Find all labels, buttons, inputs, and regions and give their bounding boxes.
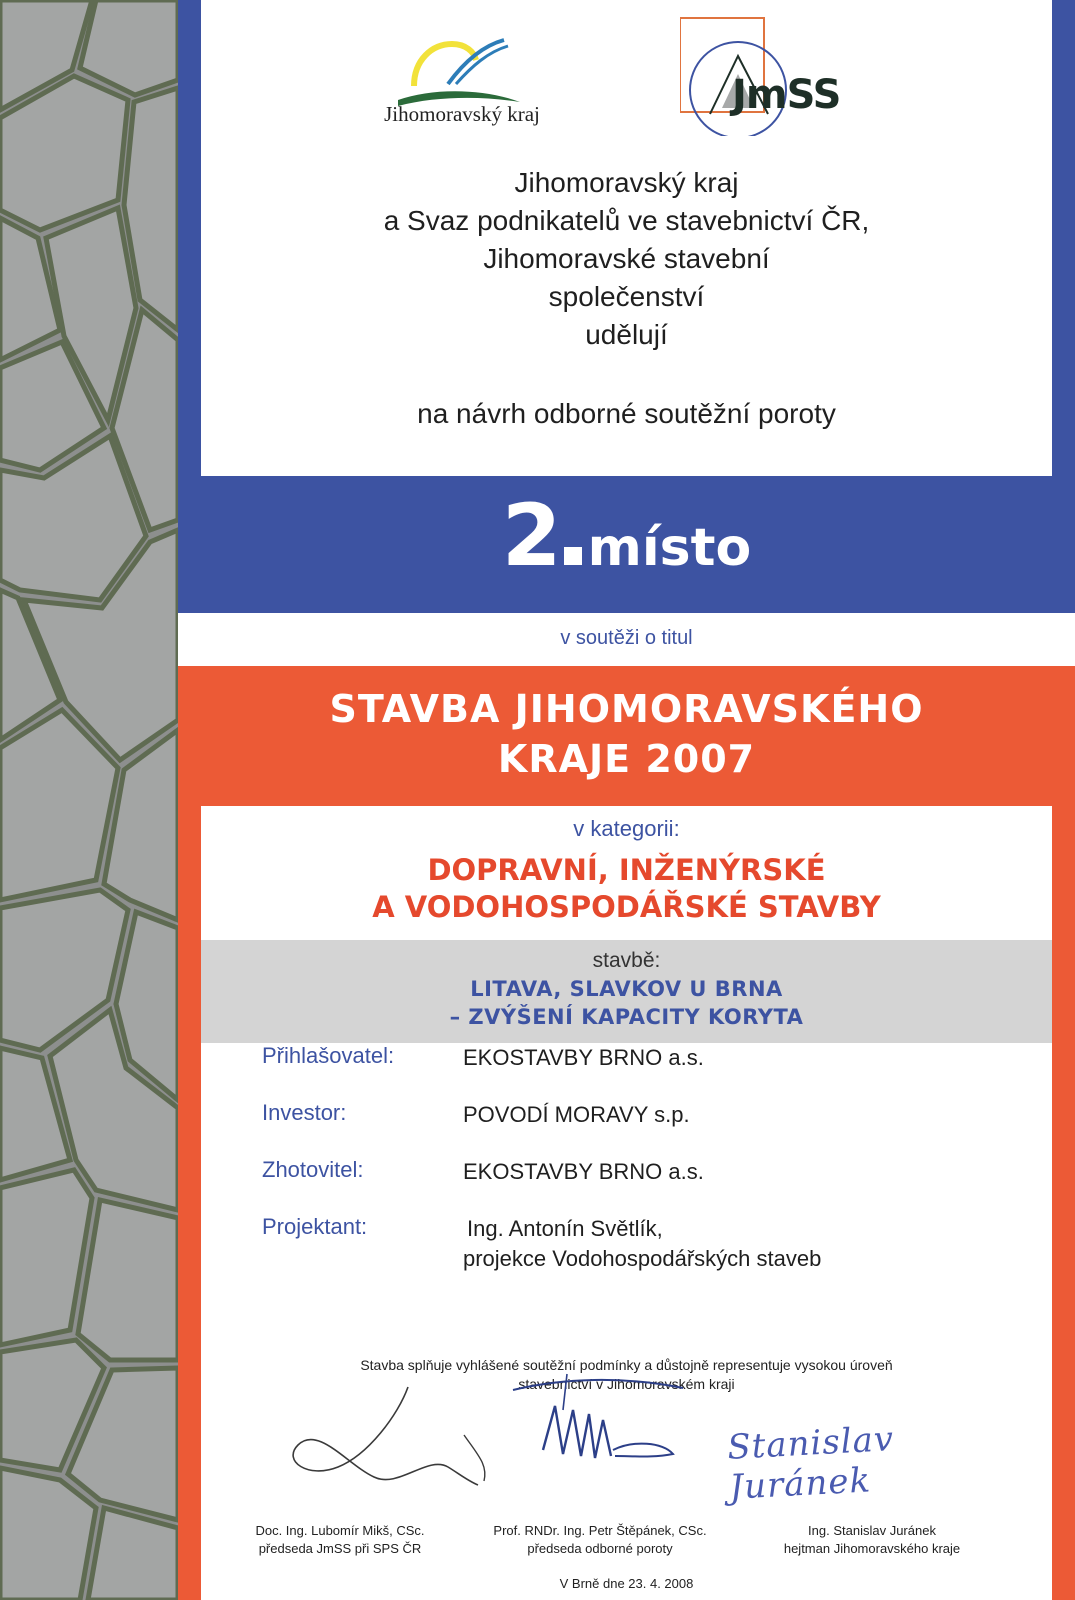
signer-name: Ing. Stanislav Juránek (808, 1523, 936, 1538)
detail-value (463, 1043, 704, 1073)
category-name (201, 852, 1052, 926)
building-label: stavbě: (592, 949, 661, 972)
issuers-statement (201, 164, 1052, 354)
signer-1 (210, 1522, 470, 1558)
title-line: STAVBA JIHOMORAVSKÉHO (329, 687, 924, 731)
detail-value-line: EKOSTAVBY BRNO a.s. (463, 1159, 704, 1184)
issue-date: V Brně dne 23. 4. 2008 (559, 1576, 694, 1591)
detail-label: Zhotovitel: (262, 1157, 364, 1182)
jury-proposal: na návrh odborné soutěžní poroty (417, 398, 836, 429)
award-place (201, 486, 1052, 596)
stone-pattern-graphic (0, 0, 178, 1600)
intro-line: Jihomoravský kraj (514, 167, 739, 198)
signer-2 (470, 1522, 730, 1558)
building-line: – ZVÝŠENÍ KAPACITY KORYTA (449, 1005, 804, 1029)
title-line: KRAJE 2007 (497, 737, 756, 781)
detail-value-line: Ing. Antonín Světlík, (467, 1216, 663, 1241)
detail-value-line: POVODÍ MORAVY s.p. (463, 1102, 690, 1127)
contest-intro: v soutěži o titul (560, 627, 693, 649)
detail-value (463, 1214, 821, 1274)
detail-value-line: projekce Vodohospodářských staveb (463, 1246, 822, 1271)
statement-line: stavebnictví v Jihomoravském kraji (518, 1376, 735, 1392)
detail-value-line: EKOSTAVBY BRNO a.s. (463, 1045, 704, 1070)
statement-line: Stavba splňuje vyhlášené soutěžní podmínky a důstojně representuje vysokou úroveň (360, 1357, 893, 1373)
detail-value (463, 1157, 704, 1187)
building-line: LITAVA, SLAVKOV U BRNA (470, 977, 783, 1001)
place-number: 2 (501, 486, 562, 586)
detail-value (463, 1100, 690, 1130)
category-label: v kategorii: (573, 816, 680, 841)
intro-line: společenství (548, 281, 705, 312)
intro-line: a Svaz podnikatelů ve stavebnictví ČR, (383, 205, 870, 236)
place-word: místo (587, 518, 752, 578)
building-name (201, 975, 1052, 1031)
signature-left (278, 1385, 518, 1515)
intro-line: udělují (585, 319, 668, 350)
intro-line: Jihomoravské stavební (483, 243, 770, 274)
signer-3 (742, 1522, 1002, 1558)
category-line: DOPRAVNÍ, INŽENÝRSKÉ (427, 853, 826, 887)
stone-texture-strip (0, 0, 178, 1600)
signer-name: Prof. RNDr. Ing. Petr Štěpánek, CSc. (493, 1523, 707, 1538)
contest-title (201, 684, 1052, 784)
signer-role: předseda odborné poroty (527, 1541, 673, 1556)
signature-middle (503, 1370, 723, 1500)
detail-label: Investor: (262, 1100, 347, 1125)
jmss-logo-text: JmSS (732, 72, 841, 118)
category-line: A VODOHOSPODÁŘSKÉ STAVBY (372, 890, 881, 924)
signature-right-text: Stanislav Juránek (726, 1419, 896, 1508)
place-dot (564, 547, 582, 565)
signer-role: hejtman Jihomoravského kraje (783, 1541, 961, 1556)
detail-label: Projektant: (262, 1214, 368, 1239)
detail-label: Přihlašovatel: (262, 1043, 395, 1068)
region-logo-text: Jihomoravský kraj (384, 102, 540, 126)
signer-name: Doc. Ing. Lubomír Mikš, CSc. (255, 1523, 425, 1538)
signer-role: předseda JmSS při SPS ČR (258, 1541, 422, 1556)
